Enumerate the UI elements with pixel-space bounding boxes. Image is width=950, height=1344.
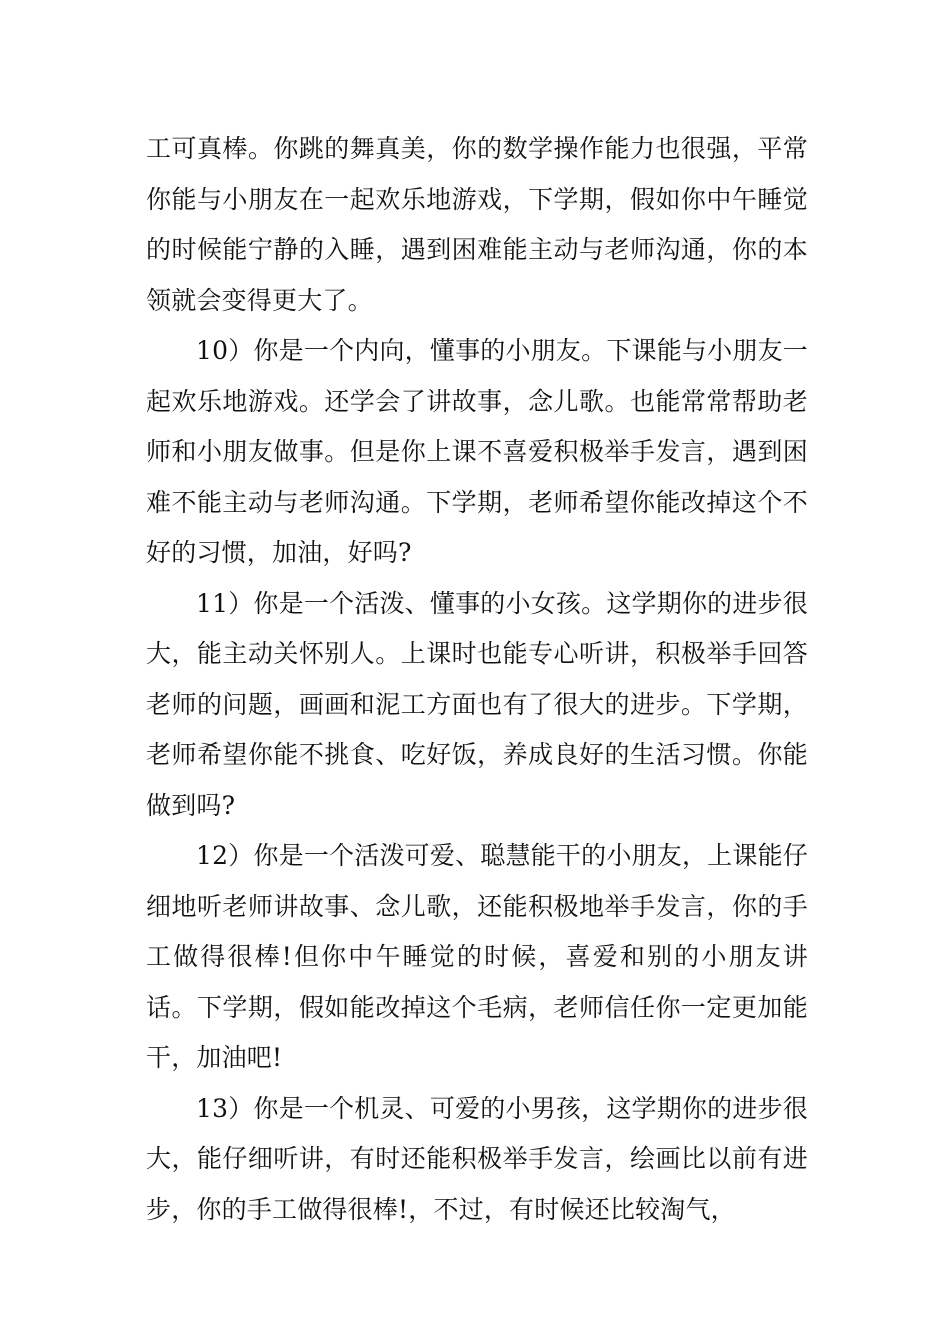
- paragraph-comment-13: 13）你是一个机灵、可爱的小男孩，这学期你的进步很大，能仔细听讲，有时还能积极举手发言，绘画比以前有进步，你的手工做得很棒!，不过，有时候还比较淘气，: [146, 1093, 808, 1224]
- document-body: [146, 124, 808, 1235]
- paragraph-comment-10: 10）你是一个内向，懂事的小朋友。下课能与小朋友一起欢乐地游戏。还学会了讲故事，念儿歌。也能常常帮助老师和小朋友做事。但是你上课不喜爱积极举手发言，遇到困难不能主动与老师沟通。下学期，老师希望你能改掉这个不好的习惯，加油，好吗?: [146, 336, 808, 567]
- paragraph-continuation: 工可真棒。你跳的舞真美，你的数学操作能力也很强，平常你能与小朋友在一起欢乐地游戏，下学期，假如你中午睡觉的时候能宁静的入睡，遇到困难能主动与老师沟通，你的本领就会变得更大了。: [146, 134, 808, 315]
- paragraph-comment-11: 11）你是一个活泼、懂事的小女孩。这学期你的进步很大，能主动关怀别人。上课时也能专心听讲，积极举手回答老师的问题，画画和泥工方面也有了很大的进步。下学期，老师希望你能不挑食、吃好饭，养成良好的生活习惯。你能做到吗?: [146, 588, 808, 820]
- paragraph-comment-12: 12）你是一个活泼可爱、聪慧能干的小朋友，上课能仔细地听老师讲故事、念儿歌，还能积极地举手发言，你的手工做得很棒!但你中午睡觉的时候，喜爱和别的小朋友讲话。下学期，假如能改掉这个毛病，老师信任你一定更加能干，加油吧!: [146, 841, 808, 1072]
